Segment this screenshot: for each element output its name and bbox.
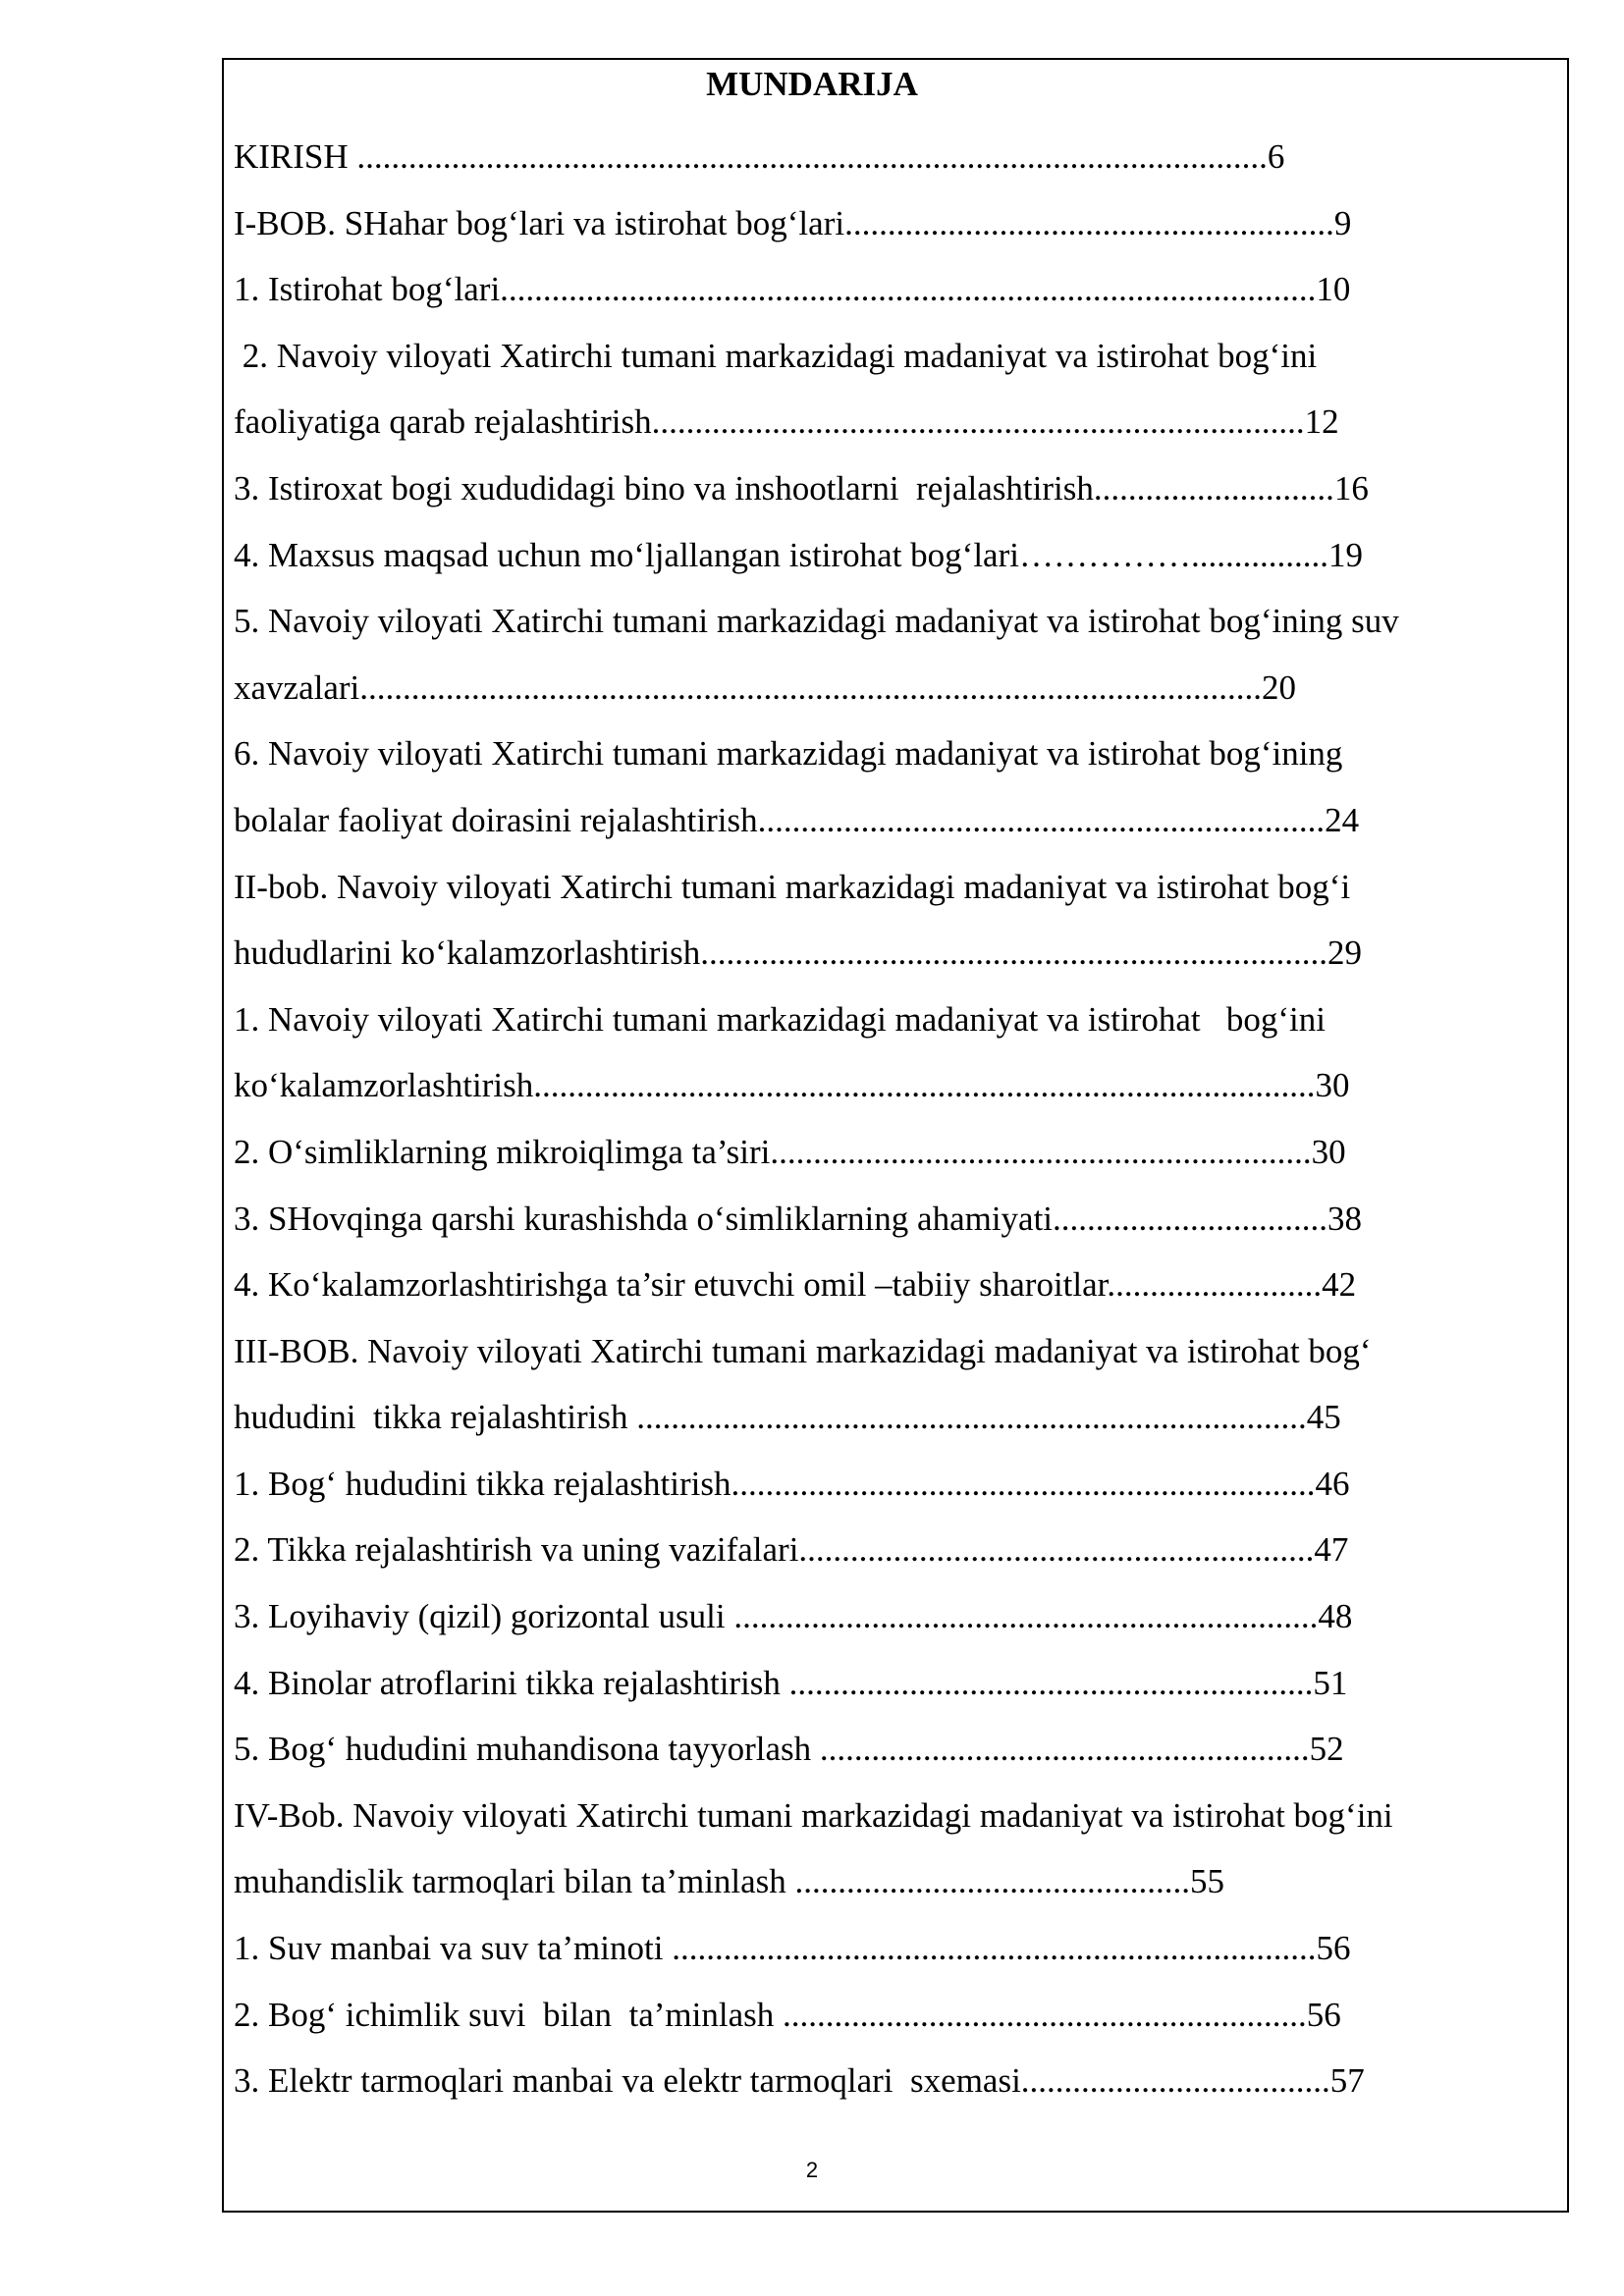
toc-line: 2. Bog‘ ichimlik suvi bilan ta’minlash .............................................................56 bbox=[234, 1995, 1341, 2034]
toc-line: hududlarini ko‘kalamzorlashtirish.........................................................................29 bbox=[234, 934, 1363, 973]
toc-title: MUNDARIJA bbox=[706, 65, 918, 103]
toc-line: 6. Navoiy viloyati Xatirchi tumani markazidagi madaniyat va istirohat bog‘ining bbox=[234, 734, 1343, 774]
toc-line: 4. Binolar atroflarini tikka rejalashtirish .............................................................51 bbox=[234, 1663, 1348, 1702]
toc-line: 3. SHovqinga qarshi kurashishda o‘simliklarning ahamiyati................................38 bbox=[234, 1199, 1363, 1238]
page-number: 2 bbox=[805, 2158, 819, 2182]
toc-line: 2. O‘simliklarning mikroiqlimga ta’siri...............................................................30 bbox=[234, 1132, 1346, 1171]
toc-line: 3. Elektr tarmoqlari manbai va elektr tarmoqlari sxemasi....................................57 bbox=[234, 2061, 1365, 2101]
toc-line: 3. Istiroxat bogi xududidagi bino va inshootlarni rejalashtirish............................16 bbox=[234, 468, 1369, 507]
toc-line: KIRISH ..........................................................................................................6 bbox=[234, 137, 1285, 176]
toc-line: 1. Istirohat bog‘lari...............................................................................................10 bbox=[234, 270, 1351, 309]
toc-line: 1. Navoiy viloyati Xatirchi tumani markazidagi madaniyat va istirohat bog‘ini bbox=[234, 999, 1326, 1039]
toc-line: 5. Bog‘ hududini muhandisona tayyorlash .........................................................52 bbox=[234, 1730, 1344, 1769]
toc-line: xavzalari.........................................................................................................20 bbox=[234, 667, 1296, 707]
toc-line: 2. Tikka rejalashtirish va uning vazifalari............................................................47 bbox=[234, 1530, 1349, 1570]
toc-list bbox=[234, 124, 1549, 2114]
toc-line: ko‘kalamzorlashtirish...........................................................................................30 bbox=[234, 1066, 1350, 1105]
toc-line: 1. Bog‘ hududini tikka rejalashtirish....................................................................46 bbox=[234, 1464, 1350, 1503]
toc-line: 1. Suv manbai va suv ta’minoti ...........................................................................56 bbox=[234, 1929, 1351, 1968]
toc-line: hududini tikka rejalashtirish ..............................................................................45 bbox=[234, 1398, 1341, 1437]
toc-line: I-BOB. SHahar bog‘lari va istirohat bog‘lari.........................................................9 bbox=[234, 203, 1352, 242]
toc-line: muhandislik tarmoqlari bilan ta’minlash ..............................................55 bbox=[234, 1862, 1225, 1901]
toc-line: 5. Navoiy viloyati Xatirchi tumani markazidagi madaniyat va istirohat bog‘ining suv bbox=[234, 602, 1399, 641]
toc-line: 2. Navoiy viloyati Xatirchi tumani markazidagi madaniyat va istirohat bog‘ini bbox=[234, 336, 1318, 375]
toc-line: 3. Loyihaviy (qizil) gorizontal usuli ....................................................................48 bbox=[234, 1597, 1353, 1636]
toc-line: III-BOB. Navoiy viloyati Xatirchi tumani markazidagi madaniyat va istirohat bog‘ bbox=[234, 1331, 1372, 1370]
toc-line: bolalar faoliyat doirasini rejalashtirish..................................................................24 bbox=[234, 800, 1360, 839]
toc-line: 4. Ko‘kalamzorlashtirishga ta’sir etuvchi omil –tabiiy sharoitlar.........................42 bbox=[234, 1265, 1357, 1305]
toc-line: 4. Maxsus maqsad uchun mo‘ljallangan istirohat bog‘lari……………................19 bbox=[234, 535, 1363, 574]
toc-line: IV-Bob. Navoiy viloyati Xatirchi tumani markazidagi madaniyat va istirohat bog‘ini bbox=[234, 1795, 1393, 1835]
toc-line: II-bob. Navoiy viloyati Xatirchi tumani markazidagi madaniyat va istirohat bog‘i bbox=[234, 867, 1351, 906]
toc-line: faoliyatiga qarab rejalashtirish............................................................................12 bbox=[234, 402, 1339, 442]
